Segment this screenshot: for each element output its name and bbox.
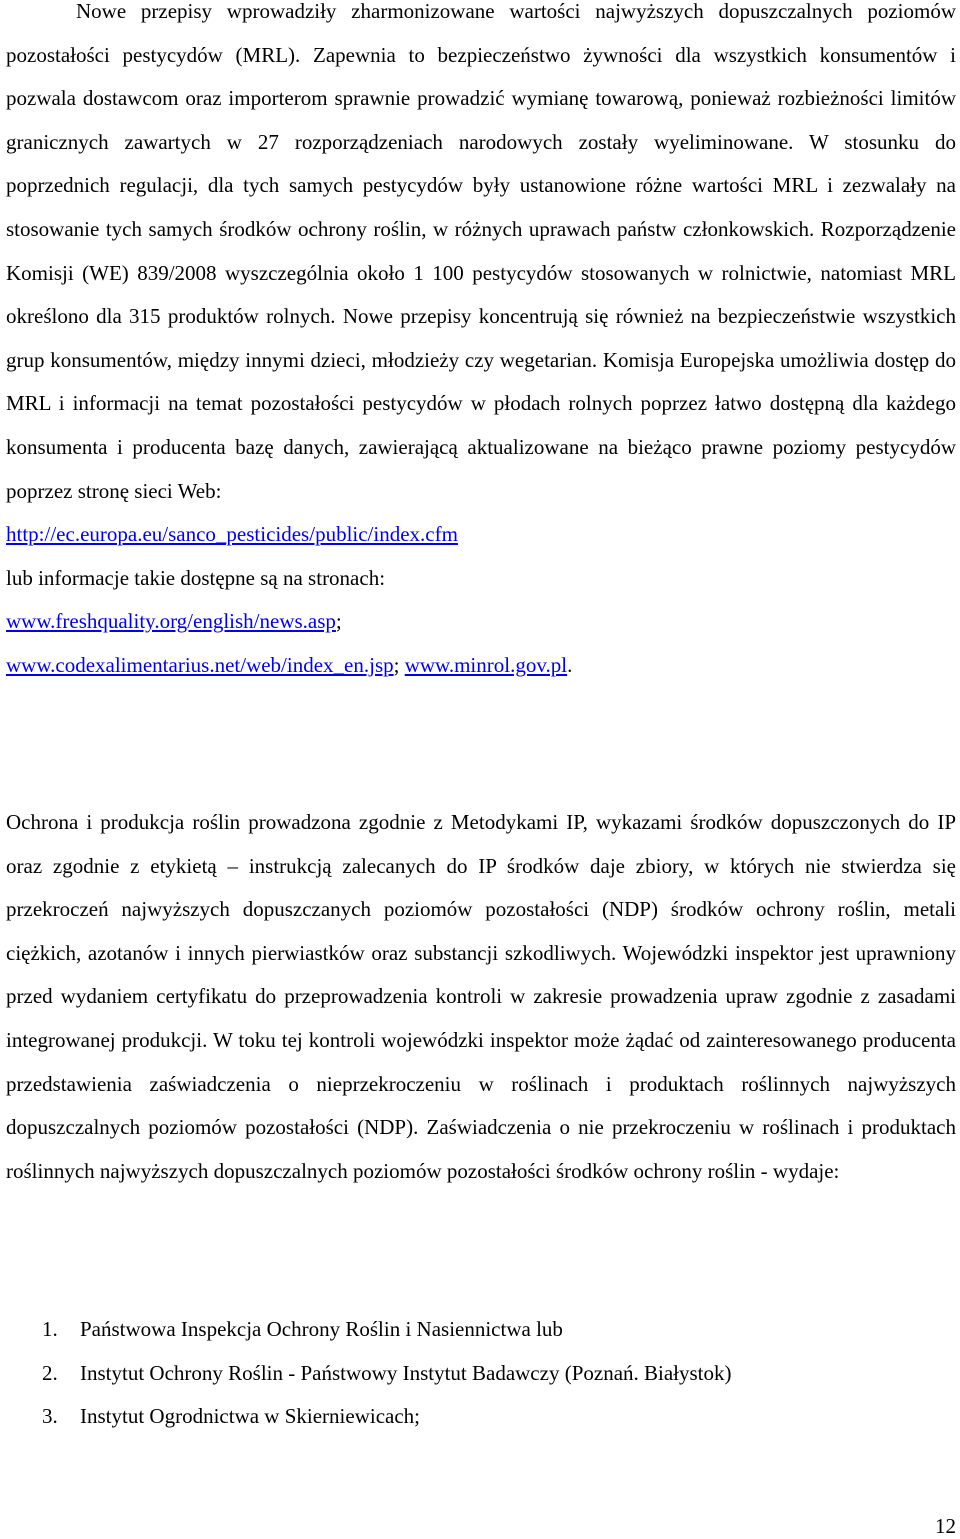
link-freshquality[interactable]: www.freshquality.org/english/news.asp: [6, 609, 336, 634]
paragraph-mrl: [6, 0, 956, 688]
page-number: 12: [935, 1514, 956, 1538]
list-item-number: 2.: [42, 1360, 58, 1385]
link-codexalimentarius[interactable]: www.codexalimentarius.net/web/index_en.jsp: [6, 652, 394, 677]
paragraph-ip-text: Ochrona i produkcja roślin prowadzona zgodnie z Metodykami IP, wykazami środków dopuszczonych do IP oraz zgodnie z etykietą – instrukcją zalecanych do IP środków daje zbiory, w których nie stwierdza się przekroczeń najwyższych dopuszczanych poziomów pozostałości (NDP) środków ochrony roślin, metali ciężkich, azotanów i innych pierwiastków oraz substancji szkodliwych. Wojewódzki inspektor jest uprawniony przed wydaniem certyfikatu do przeprowadzenia kontroli w zakresie prowadzenia upraw zgodnie z zasadami integrowanej produkcji. W toku tej kontroli wojewódzki inspektor może żądać od zainteresowanego producenta przedstawienia zaświadczenia o nieprzekroczeniu w roślinach i produktach roślinnych najwyższych dopuszczalnych poziomów pozostałości (NDP). Zaświadczenia o nie przekroczeniu w roślinach i produktach roślinnych najwyższych dopuszczalnych poziomów pozostałości środków ochrony roślin - wydaje:: [6, 810, 956, 1183]
list-item: [42, 1395, 732, 1439]
list-item: [42, 1308, 732, 1352]
separator-semicolon-2: ;: [393, 652, 405, 677]
list-item: [42, 1352, 732, 1396]
list-item-text: Instytut Ochrony Roślin - Państwowy Instytut Badawczy (Poznań. Białystok): [80, 1360, 732, 1385]
link-ec-europa[interactable]: http://ec.europa.eu/sanco_pesticides/public/index.cfm: [6, 522, 458, 547]
paragraph-mrl-text: Nowe przepisy wprowadziły zharmonizowane wartości najwyższych dopuszczalnych poziomów pozostałości pestycydów (MRL). Zapewnia to bezpieczeństwo żywności dla wszystkich konsumentów i pozwala dostawcom oraz importerom sprawnie prowadzić wymianę towarową, ponieważ rozbieżności limitów granicznych zawartych w 27 rozporządzeniach narodowych zostały wyeliminowane. W stosunku do poprzednich regulacji, dla tych samych pestycydów były ustanowione różne wartości MRL i zezwalały na stosowanie tych samych środków ochrony roślin, w różnych uprawach państw członkowskich. Rozporządzenie Komisji (WE) 839/2008 wyszczególnia około 1 100 pestycydów stosowanych w rolnictwie, natomiast MRL określono dla 315 produktów rolnych. Nowe przepisy koncentrują się również na bezpieczeństwie wszystkich grup konsumentów, między innymi dzieci, młodzieży czy wegetarian. Komisja Europejska umożliwia dostęp do MRL i informacji na temat pozostałości pestycydów w płodach rolnych poprzez łatwo dostępną dla każdego konsumenta i producenta bazę danych, zawierającą aktualizowane na bieżąco prawne poziomy pestycydów poprzez stronę sieci Web:: [6, 0, 956, 503]
list-item-text: Państwowa Inspekcja Ochrony Roślin i Nasiennictwa lub: [80, 1317, 563, 1341]
paragraph-ip: [6, 801, 956, 1193]
end-period: .: [567, 652, 573, 677]
separator-semicolon: ;: [335, 609, 342, 634]
info-text: lub informacje takie dostępne są na stronach:: [6, 565, 386, 590]
list-item-number: 3.: [42, 1404, 58, 1429]
link-minrol[interactable]: www.minrol.gov.pl: [404, 652, 568, 677]
institution-list: [42, 1308, 732, 1439]
list-item-number: 1.: [42, 1317, 58, 1341]
list-item-text: Instytut Ogrodnictwa w Skierniewicach;: [80, 1404, 420, 1429]
